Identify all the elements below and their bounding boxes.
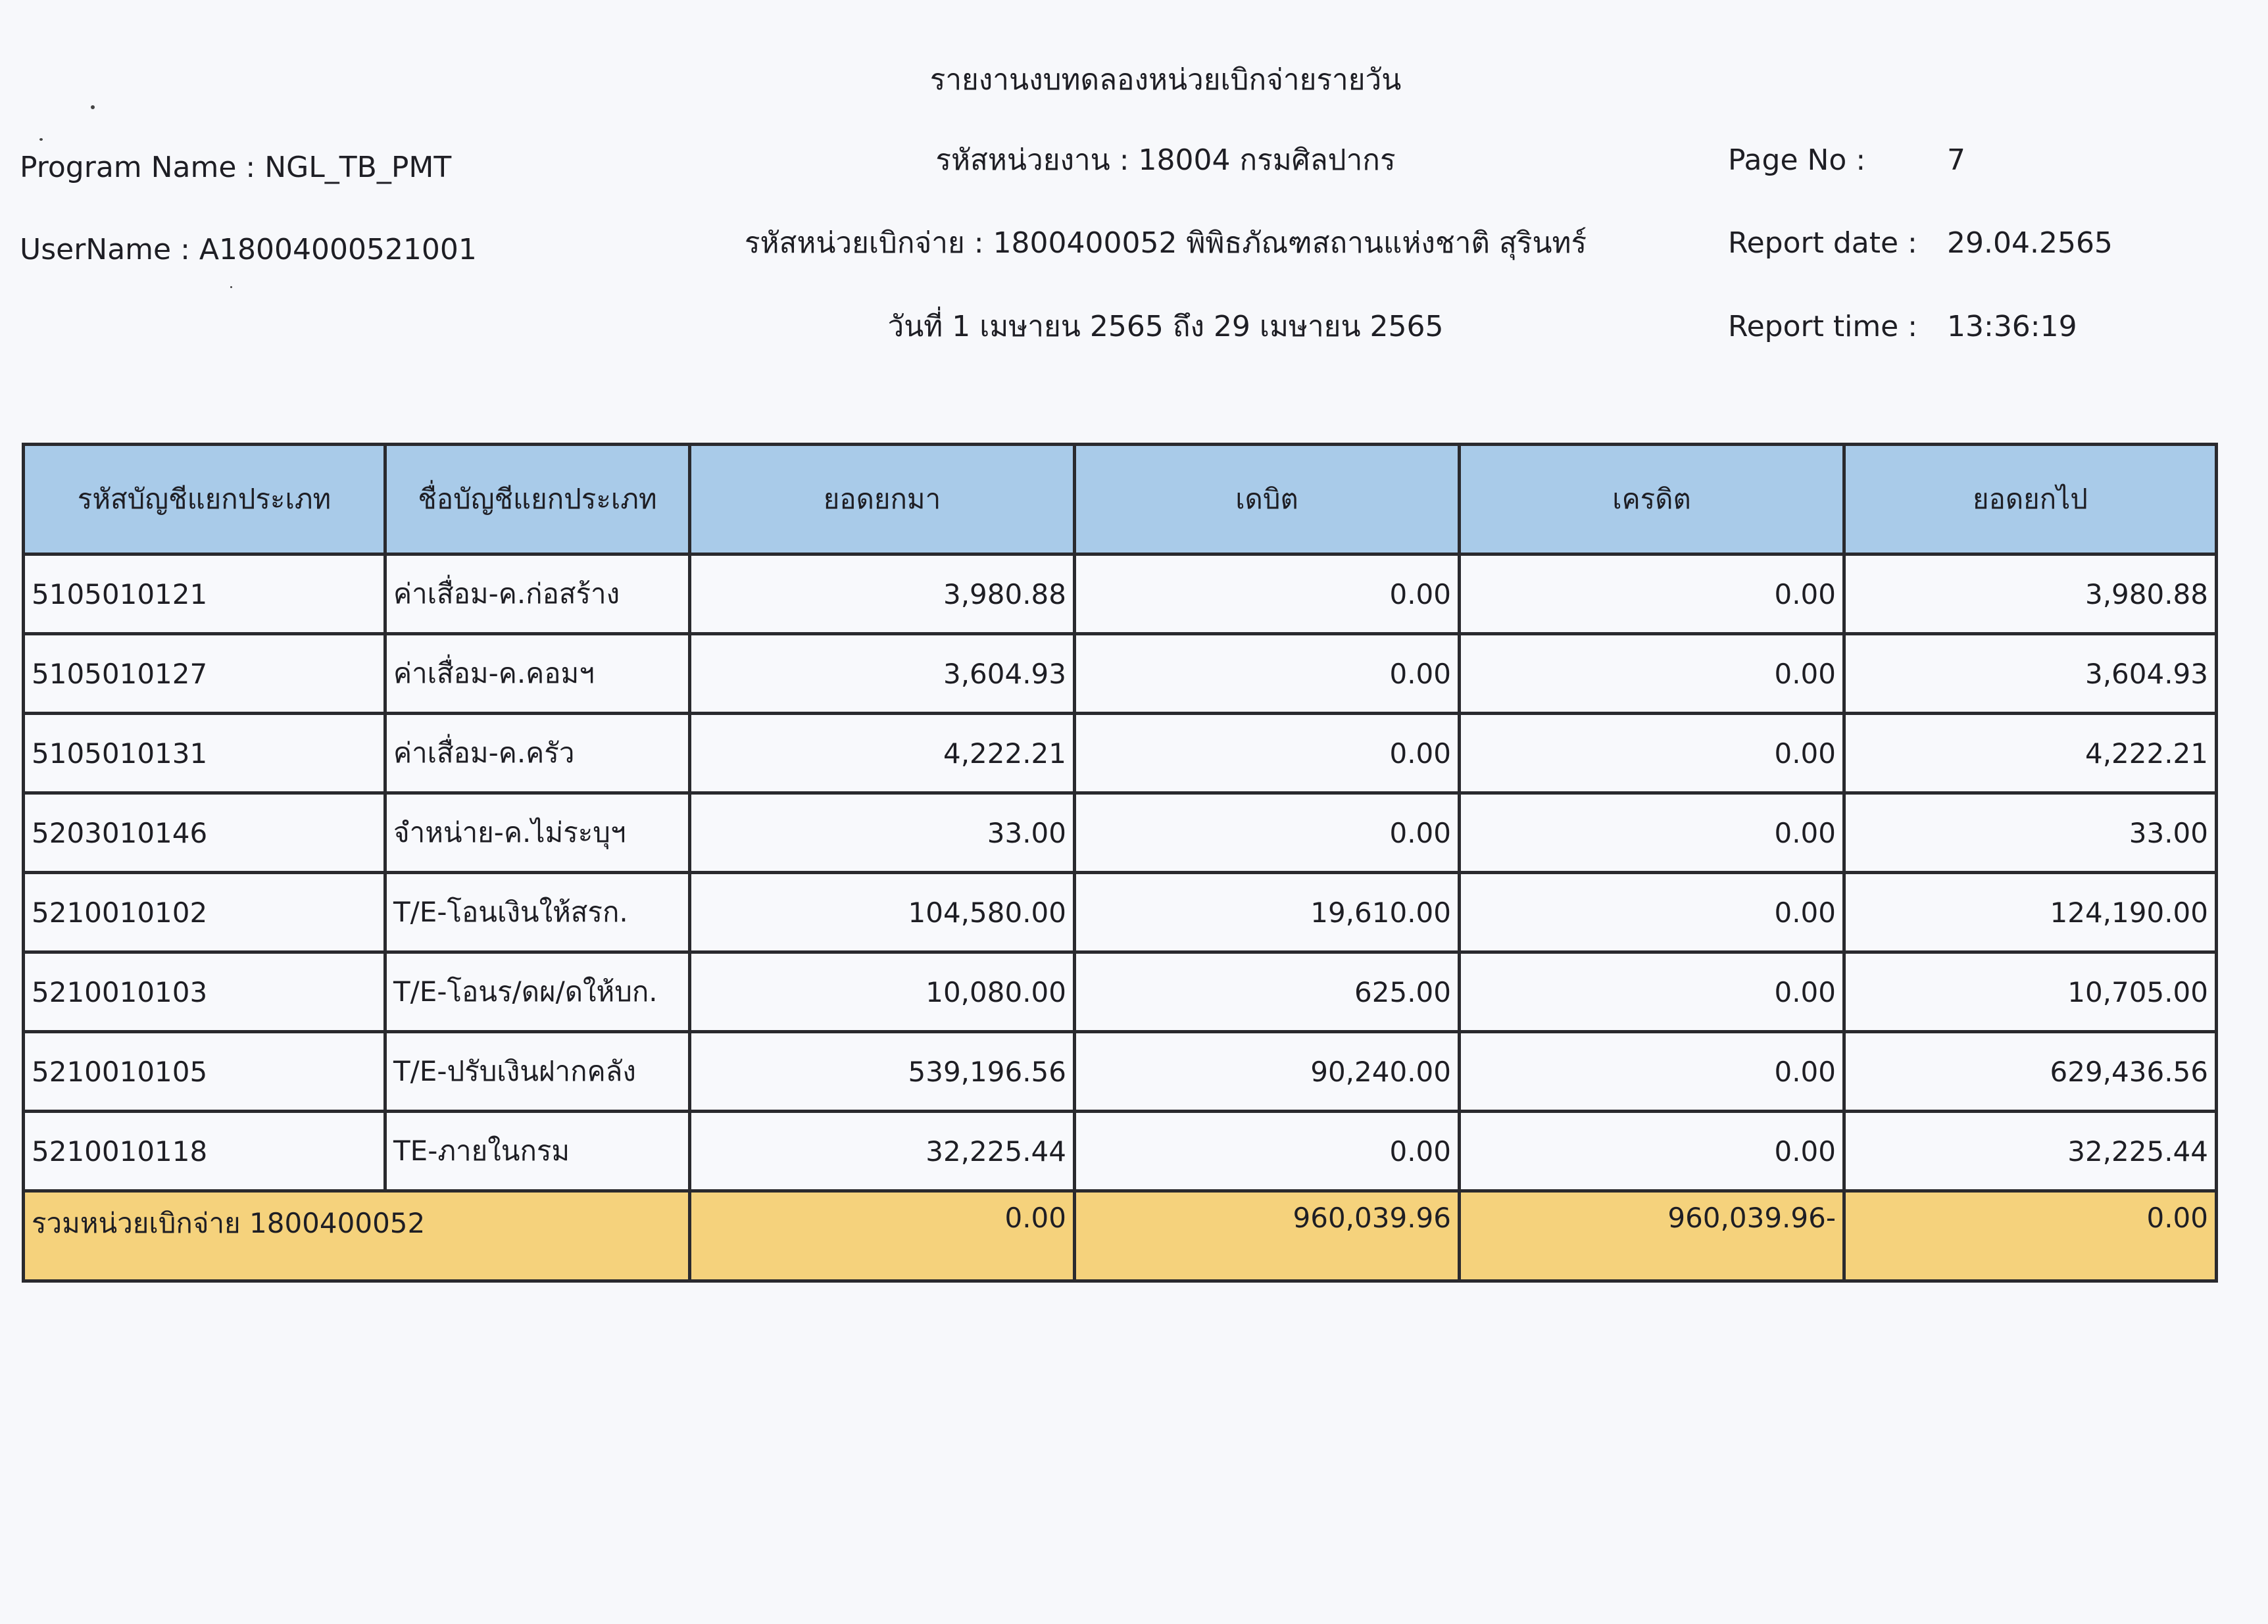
total-carried-forward: 0.00	[1844, 1191, 2217, 1281]
report-date-label: Report date :	[1728, 226, 1917, 260]
debit: 0.00	[1075, 554, 1460, 634]
table-row	[24, 634, 2217, 714]
account-code: 5105010127	[24, 634, 385, 714]
brought-forward: 4,222.21	[690, 714, 1075, 793]
table-row	[24, 714, 2217, 793]
page-no: 7	[1947, 143, 1965, 177]
debit: 0.00	[1075, 634, 1460, 714]
brought-forward: 3,604.93	[690, 634, 1075, 714]
report-time: 13:36:19	[1947, 310, 2077, 343]
carried-forward: 4,222.21	[1844, 714, 2217, 793]
account-code: 5210010118	[24, 1112, 385, 1191]
brought-forward: 33.00	[690, 793, 1075, 873]
header-debit: เดบิต	[1075, 445, 1460, 554]
credit: 0.00	[1460, 1032, 1844, 1112]
carried-forward: 3,604.93	[1844, 634, 2217, 714]
program-name: Program Name : NGL_TB_PMT	[20, 151, 452, 184]
account-name: ค่าเสื่อม-ค.ก่อสร้าง	[385, 554, 690, 634]
credit: 0.00	[1460, 952, 1844, 1032]
account-code: 5105010121	[24, 554, 385, 634]
carried-forward: 124,190.00	[1844, 873, 2217, 952]
carried-forward: 3,980.88	[1844, 554, 2217, 634]
account-code: 5210010103	[24, 952, 385, 1032]
account-name: จำหน่าย-ค.ไม่ระบุฯ	[385, 793, 690, 873]
trial-balance-table	[22, 443, 2218, 1283]
credit: 0.00	[1460, 1112, 1844, 1191]
account-name: ค่าเสื่อม-ค.คอมฯ	[385, 634, 690, 714]
debit: 19,610.00	[1075, 873, 1460, 952]
brought-forward: 104,580.00	[690, 873, 1075, 952]
table-row	[24, 952, 2217, 1032]
header-credit: เครดิต	[1460, 445, 1844, 554]
agency-code: รหัสหน่วยงาน : 18004 กรมศิลปากร	[935, 143, 1396, 177]
credit: 0.00	[1460, 634, 1844, 714]
debit: 0.00	[1075, 1112, 1460, 1191]
brought-forward: 32,225.44	[690, 1112, 1075, 1191]
credit: 0.00	[1460, 873, 1844, 952]
scan-speck	[39, 138, 43, 141]
table-row	[24, 1112, 2217, 1191]
account-code: 5210010102	[24, 873, 385, 952]
brought-forward: 10,080.00	[690, 952, 1075, 1032]
debit: 0.00	[1075, 714, 1460, 793]
page-no-label: Page No :	[1728, 143, 1866, 177]
credit: 0.00	[1460, 554, 1844, 634]
account-code: 5203010146	[24, 793, 385, 873]
debit: 90,240.00	[1075, 1032, 1460, 1112]
header-account-code: รหัสบัญชีแยกประเภท	[24, 445, 385, 554]
table-row	[24, 554, 2217, 634]
table-row	[24, 873, 2217, 952]
disbursing-unit: รหัสหน่วยเบิกจ่าย : 1800400052 พิพิธภัณฑสถานแห่งชาติ สุรินทร์	[744, 226, 1587, 260]
carried-forward: 629,436.56	[1844, 1032, 2217, 1112]
scan-speck	[91, 105, 95, 109]
header-brought-forward: ยอดยกมา	[690, 445, 1075, 554]
table-header-row	[24, 445, 2217, 554]
report-time-label: Report time :	[1728, 310, 1918, 343]
header-carried-forward: ยอดยกไป	[1844, 445, 2217, 554]
report-date: 29.04.2565	[1947, 226, 2113, 260]
debit: 625.00	[1075, 952, 1460, 1032]
brought-forward: 3,980.88	[690, 554, 1075, 634]
carried-forward: 10,705.00	[1844, 952, 2217, 1032]
username: UserName : A18004000521001	[20, 233, 477, 266]
total-debit: 960,039.96	[1075, 1191, 1460, 1281]
credit: 0.00	[1460, 793, 1844, 873]
account-name: T/E-โอนร/ดผ/ดให้บก.	[385, 952, 690, 1032]
account-name: T/E-โอนเงินให้สรก.	[385, 873, 690, 952]
total-credit: 960,039.96-	[1460, 1191, 1844, 1281]
table-row	[24, 1032, 2217, 1112]
account-code: 5105010131	[24, 714, 385, 793]
account-name: TE-ภายในกรม	[385, 1112, 690, 1191]
table-row	[24, 793, 2217, 873]
account-name: T/E-ปรับเงินฝากคลัง	[385, 1032, 690, 1112]
report-title: รายงานงบทดลองหน่วยเบิกจ่ายรายวัน	[929, 63, 1402, 97]
total-label: รวมหน่วยเบิกจ่าย 1800400052	[24, 1191, 690, 1281]
total-brought-forward: 0.00	[690, 1191, 1075, 1281]
credit: 0.00	[1460, 714, 1844, 793]
scan-speck	[230, 286, 232, 288]
carried-forward: 32,225.44	[1844, 1112, 2217, 1191]
account-name: ค่าเสื่อม-ค.ครัว	[385, 714, 690, 793]
debit: 0.00	[1075, 793, 1460, 873]
date-range: วันที่ 1 เมษายน 2565 ถึง 29 เมษายน 2565	[887, 310, 1444, 343]
carried-forward: 33.00	[1844, 793, 2217, 873]
header-account-name: ชื่อบัญชีแยกประเภท	[385, 445, 690, 554]
account-code: 5210010105	[24, 1032, 385, 1112]
total-row	[24, 1191, 2217, 1281]
brought-forward: 539,196.56	[690, 1032, 1075, 1112]
